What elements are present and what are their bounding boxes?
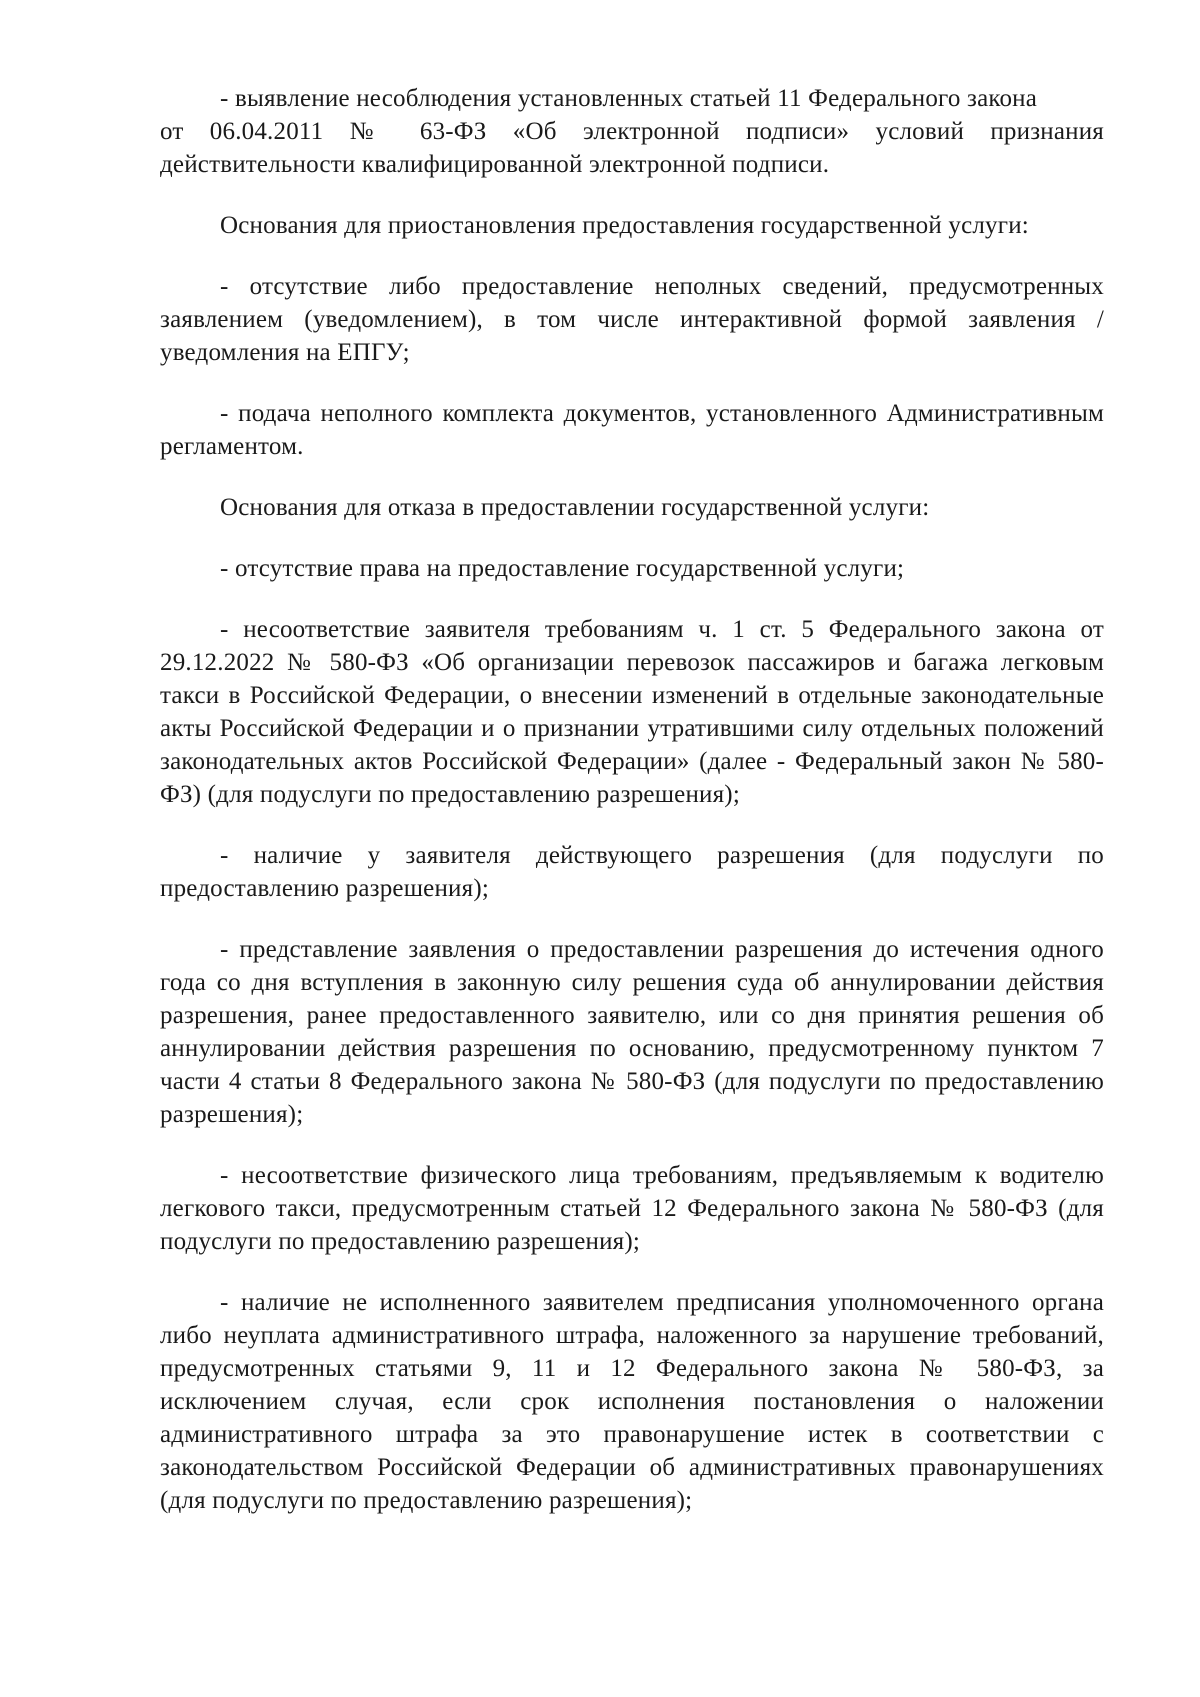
paragraph-incomplete-info: - отсутствие либо предоставление неполных сведений, предусмотренных заявлением (уведомлением), в том числе интерактивной формой заявления /уведомления на ЕПГУ; <box>160 273 1104 366</box>
paragraph-signature-law: от 06.04.2011 № 63-ФЗ «Об электронной подписи» условий признания действительности квалифицированной электронной подписи. <box>160 118 1104 178</box>
heading-suspension-grounds: Основания для приостановления предоставления государственной услуги: <box>220 212 1029 239</box>
paragraph-applicant-mismatch: - несоответствие заявителя требованиям ч. 1 ст. 5 Федерального закона от 29.12.2022 № 580-ФЗ «Об организации перевозок пассажиров и багажа легковым такси в Российской Федерации, о внесении изменений в отдельные законодательные акты Российской Федерации и о признании утратившими силу отдельных положений законодательных актов Российской Федерации» (далее - Федеральный закон № 580-ФЗ) (для подуслуги по предоставлению разрешения); <box>160 616 1104 808</box>
paragraph-driver-mismatch: - несоответствие физического лица требованиям, предъявляемым к водителю легкового такси, предусмотренным статьей 12 Федерального закона № 580-ФЗ (для подуслуги по предоставлению разрешения); <box>160 1162 1104 1255</box>
paragraph-signature-violation: - выявление несоблюдения установленных статьей 11 Федерального закона <box>220 85 1038 112</box>
paragraph-no-right: - отсутствие права на предоставление государственной услуги; <box>220 555 905 582</box>
paragraph-existing-permit: - наличие у заявителя действующего разрешения (для подуслуги по предоставлению разрешения); <box>160 842 1104 902</box>
paragraph-early-application: - представление заявления о предоставлении разрешения до истечения одного года со дня вступления в законную силу решения суда об аннулировании действия разрешения, ранее предоставленного заявителю, или со дня принятия решения об аннулировании действия разрешения по основанию, предусмотренному пунктом 7 части 4 статьи 8 Федерального закона № 580-ФЗ (для подуслуги по предоставлению разрешения); <box>160 936 1104 1128</box>
paragraph-incomplete-docs: - подача неполного комплекта документов, установленного Административным регламентом. <box>160 400 1104 460</box>
paragraph-unpaid-fine: - наличие не исполненного заявителем предписания уполномоченного органа либо неуплата административного штрафа, наложенного за нарушение требований, предусмотренных статьями 9, 11 и 12 Федерального закона № 580-ФЗ, за исключением случая, если срок исполнения постановления о наложении административного штрафа за это правонарушение истек в соответствии с законодательством Российской Федерации об административных правонарушениях (для подуслуги по предоставлению разрешения); <box>160 1289 1104 1514</box>
heading-refusal-grounds: Основания для отказа в предоставлении государственной услуги: <box>220 494 930 521</box>
